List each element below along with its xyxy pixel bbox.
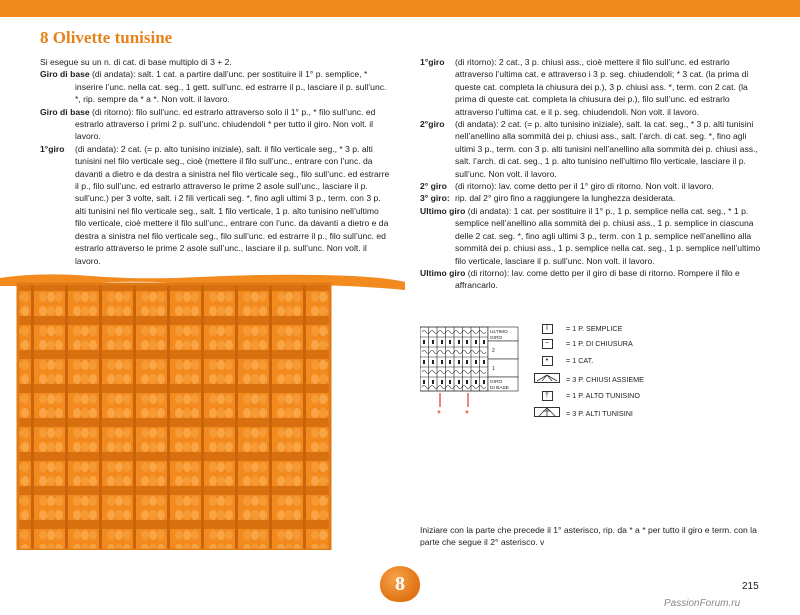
- intro-line: Si esegue su un n. di cat. di base multiplo di 3 + 2.: [40, 57, 232, 67]
- tunisian-tall-icon: †: [532, 390, 562, 401]
- step-ultimo-giro-andata: Ultimo giro (di andata): 1 cat. per sostituire il 1° p., 1 p. semplice nella cat. seg., * 1 p. semplice nell’anellino alla sommità dei p. chiusi ass., 1 p. semplice in ciascuna delle 2 cat. seg. *, fino agli ultimi 3 p., term. con 1 p. semplice nell’anellino alla sommità dei p. chiusi ass., 1 p. semplice nella cat. seg., 1 p. semplice nell’ultimo filo verticale, lasciare il p. sull’unc. Non volt. il lavoro.: [420, 205, 761, 266]
- legend-row-alto-tunisino: † = 1 P. ALTO TUNISINO: [532, 390, 640, 401]
- stitch-chart: [420, 325, 540, 425]
- step-3-giro: 3° giro: rip. dal 2° giro fino a raggiungere la lunghezza desiderata.: [420, 193, 676, 204]
- step-giro-base-ritorno: Giro di base (di ritorno): filo sull’unc. ed estrarlo attraverso solo il 1° p., * filo sull’unc. ed estrarlo attraverso i primi 2 p. sull’unc. chiudendoli * per tutto il giro. Non volt. il lavoro.: [40, 106, 376, 142]
- chart-asterisk-left: *: [437, 409, 441, 420]
- pattern-number-badge: 8: [380, 566, 420, 602]
- three-tunisian-icon: [532, 407, 562, 419]
- chart-label-ultimo-2: GIRO: [490, 336, 503, 341]
- single-crochet-icon: Ι: [532, 323, 562, 334]
- step-2-giro-ritorno: 2° giro (di ritorno): lav. come detto per il 1° giro di ritorno. Non volt. il lavoro.: [420, 181, 714, 192]
- instructions-right-column: [420, 56, 762, 292]
- swatch-photo: [0, 270, 405, 550]
- chart-asterisk-right: *: [465, 409, 469, 420]
- legend-row-alti-tunisini: = 3 P. ALTI TUNISINI: [532, 407, 633, 419]
- page-number: 215: [742, 581, 759, 592]
- legend-row-chiusi-assieme: = 3 P. CHIUSI ASSIEME: [532, 373, 644, 385]
- watermark: PassionForum.ru: [664, 598, 741, 609]
- chart-label-base-1: GIRO: [490, 380, 503, 385]
- instructions-left-column: [40, 56, 392, 267]
- chart-label-ultimo-1: ULTIMO: [490, 330, 508, 335]
- legend-row-cat: • = 1 CAT.: [532, 355, 593, 366]
- step-1-giro-andata: 1°giro (di andata): 2 cat. (= p. alto tunisino iniziale), salt. il filo verticale seg., * 3 p. alti tunisini nel filo verticale seg., cioè (mettere il filo sull’unc., entrare con l’unc. da davanti a dietro e da destra a sinistra nel filo verticale seg., filo sull’unc. ed estrarre il p., filo sull’unc. ed estrarlo attraverso le prime 2 asole sull’unc., lasciare il p. sull’unc.) per 3 volte, salt. i 2 fili verticali seg. *, fino agli ultimi 3 p., term. con 3 p. alti tunisini nel filo verticale seg., salt. 1 filo verticale, 1 p. alto tunisino nell’ultimo filo verticale, cioè mettere il filo sull’unc., entrare con l’unc. da davanti a dietro e da destra a sinistra nel filo verticale seg., filo sull’unc. ed estrarre il p., filo sull’unc. ed estrarlo attraverso le prime 2 asole sull’unc., lasciare il p. sull’unc. Non volt. il lavoro.: [40, 143, 390, 266]
- step-2-giro-andata: 2°giro (di andata): 2 cat. (= p. alto tunisino iniziale), salt. la cat. seg., * 3 p. alti tunisini nell’anellino alla sommità dei p. chiusi ass., salt. l’arch. di cat. seg. *, fino agli ultimi 3 p., term. con 3 p. alti tunisini nell’anellino alla sommità dei p. chiusi ass., salt. l’arch. di cat. seg., 1 p. alto tunisino nell’ultimo filo verticale, lasciare il p. sull’unc. Non volt. il lavoro.: [420, 119, 758, 179]
- chart-label-base-2: DI BASE: [490, 386, 509, 391]
- pattern-title: 8 Olivette tunisine: [40, 28, 173, 47]
- chain-stitch-icon: •: [532, 355, 562, 366]
- chart-label-row-1: 1: [492, 366, 495, 372]
- legend-row-semplice: Ι = 1 P. SEMPLICE: [532, 323, 622, 334]
- closing-note: Iniziare con la parte che precede il 1° asterisco, rip. da * a * per tutto il giro e term. con la parte che segue il 2° asterisco. v: [420, 525, 757, 548]
- step-giro-base-andata: Giro di base (di andata): salt. 1 cat. a partire dall’unc. per sostituire il 1° p. semplice, * inserire l’unc. nella cat. seg., 1 gett. sull’unc. ed estrarre il p., lasciare il p. sull’unc. *, rip. sempre da * a *. Non volt. il lavoro.: [40, 69, 387, 105]
- cluster-closed-icon: [532, 373, 562, 385]
- legend-row-chiusura: ~ = 1 P. DI CHIUSURA: [532, 338, 633, 349]
- top-accent-bar: [0, 0, 800, 17]
- step-1-giro-ritorno: 1°giro (di ritorno): 2 cat., 3 p. chiusi ass., cioè mettere il filo sull’unc. ed estrarlo attraverso l’ultima cat. e attraverso i 3 p. seg. chiudendoli; * 3 cat. (la prima di queste cat. completa la chiusura dei p.), 3 p. chiusi ass. *, term. con 2 cat. (la prima di queste cat. completa la chiusura dei p.), filo sull’unc. ed estrarlo attraverso l’ultima cat. e il p. seg. chiudendoli. Non volt. il lavoro.: [420, 57, 749, 117]
- chart-label-row-2: 2: [492, 348, 495, 354]
- step-ultimo-giro-ritorno: Ultimo giro (di ritorno): lav. come detto per il giro di base di ritorno. Rompere il filo e affrancarlo.: [420, 267, 740, 291]
- closing-stitch-icon: ~: [532, 338, 562, 349]
